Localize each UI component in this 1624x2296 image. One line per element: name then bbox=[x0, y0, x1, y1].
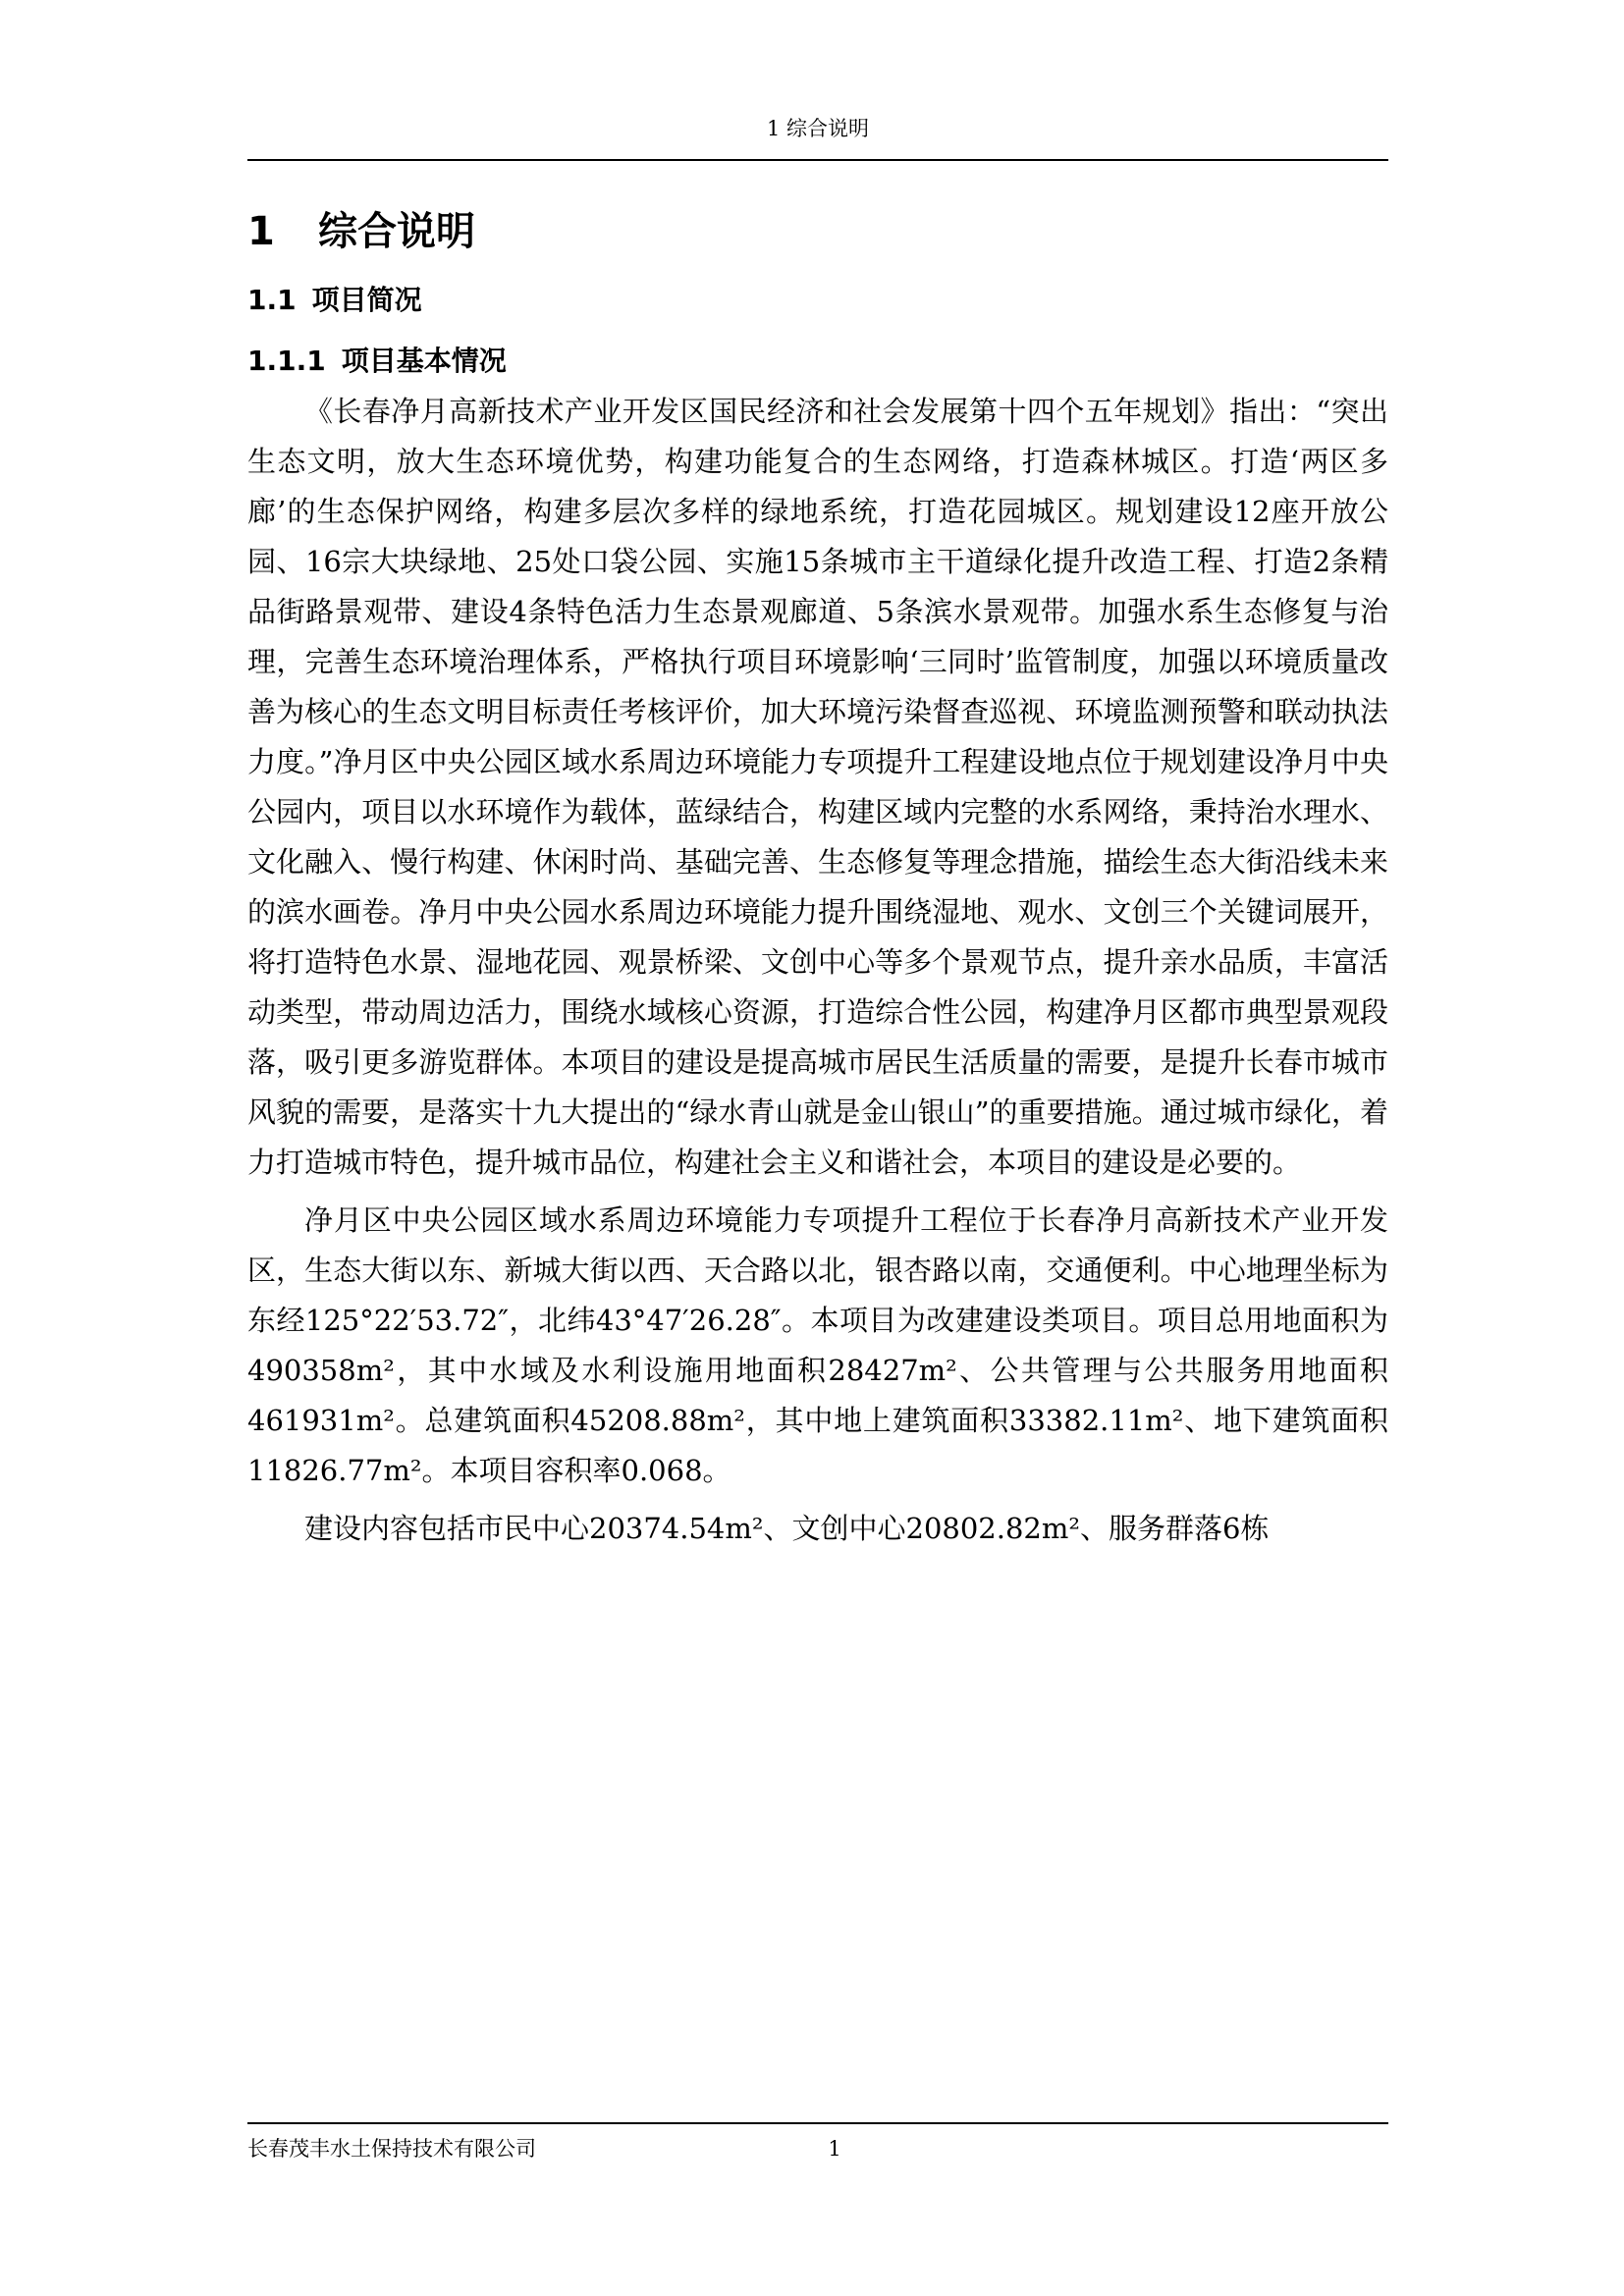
footer-divider bbox=[247, 2122, 1388, 2124]
section-heading bbox=[247, 281, 1388, 320]
body-paragraph-3: 建设内容包括市民中心20374.54m²、文创中心20802.82m²、服务群落6栋 bbox=[304, 1512, 1270, 1545]
chapter-number: 1 bbox=[247, 209, 275, 254]
section-number: 1.1 bbox=[247, 284, 297, 316]
chapter-title: 综合说明 bbox=[318, 209, 475, 254]
subsection-number: 1.1.1 bbox=[247, 345, 326, 377]
header-divider bbox=[247, 159, 1388, 161]
page-content bbox=[247, 204, 1388, 1562]
subsection-title: 项目基本情况 bbox=[341, 345, 507, 377]
footer-company: 长春茂丰水土保持技术有限公司 bbox=[247, 2137, 536, 2161]
page-number: 1 bbox=[828, 2137, 841, 2161]
running-header: 1 综合说明 bbox=[766, 117, 870, 140]
body-paragraph-2: 净月区中央公园区域水系周边环境能力专项提升工程位于长春净月高新技术产业开发区，生态大街以东、新城大街以西、天合路以北，银杏路以南，交通便利。中心地理坐标为东经125°22′53.72″，北纬43°47′26.28″。本项目为改建建设类项目。项目总用地面积为490358m²，其中水域及水利设施用地面积28427m²、公共管理与公共服务用地面积461931m²。总建筑面积45208.88m²，其中地上建筑面积33382.11m²、地下建筑面积11826.77m²。本项目容积率0.068。 bbox=[247, 1203, 1388, 1487]
section-title: 项目简况 bbox=[311, 284, 422, 316]
body-paragraph-1: 《长春净月高新技术产业开发区国民经济和社会发展第十四个五年规划》指出：“突出生态文明，放大生态环境优势，构建功能复合的生态网络，打造森林城区。打造‘两区多廊’的生态保护网络，构建多层次多样的绿地系统，打造花园城区。规划建设12座开放公园、16宗大块绿地、25处口袋公园、实施15条城市主干道绿化提升改造工程、打造2条精品街路景观带、建设4条特色活力生态景观廊道、5条滨水景观带。加强水系生态修复与治理，完善生态环境治理体系，严格执行项目环境影响‘三同时’监管制度，加强以环境质量改善为核心的生态文明目标责任考核评价，加大环境污染督查巡视、环境监测预警和联动执法力度。”净月区中央公园区域水系周边环境能力专项提升工程建设地点位于规划建设净月中央公园内，项目以水环境作为载体，蓝绿结合，构建区域内完整的水系网络，秉持治水理水、文化融入、慢行构建、休闲时尚、基础完善、生态修复等理念措施，描绘生态大街沿线未来的滨水画卷。净月中央公园水系周边环境能力提升围绕湿地、观水、文创三个关键词展开，将打造特色水景、湿地花园、观景桥梁、文创中心等多个景观节点，提升亲水品质，丰富活动类型，带动周边活力，围绕水域核心资源，打造综合性公园，构建净月区都市典型景观段落，吸引更多游览群体。本项目的建设是提高城市居民生活质量的需要，是提升长春市城市风貌的需要，是落实十九大提出的“绿水青山就是金山银山”的重要措施。通过城市绿化，着力打造城市特色，提升城市品位，构建社会主义和谐社会，本项目的建设是必要的。 bbox=[247, 395, 1388, 1179]
subsection-heading bbox=[247, 342, 1388, 381]
chapter-heading bbox=[247, 204, 1388, 259]
